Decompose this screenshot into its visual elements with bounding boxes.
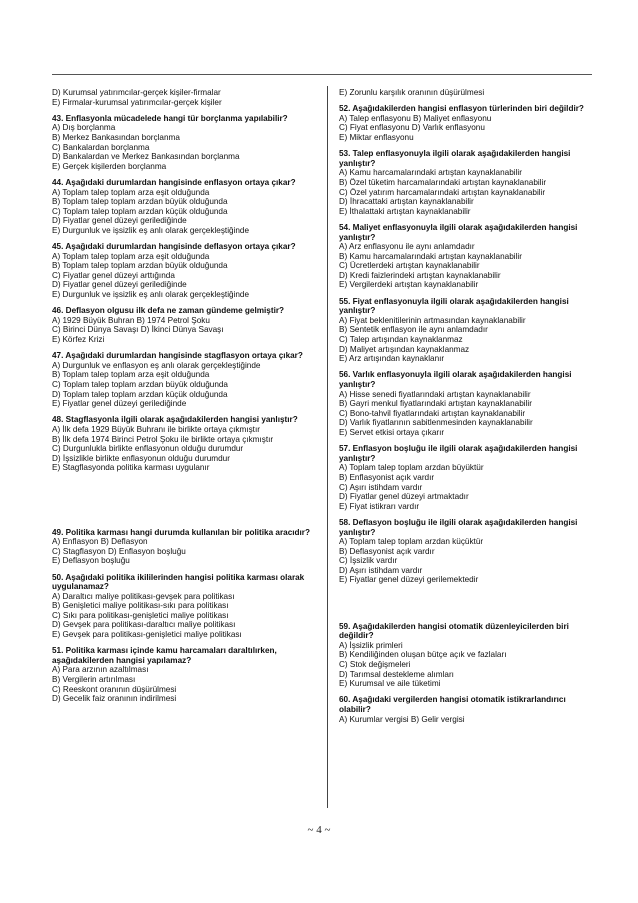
question-title: 54. Maliyet enflasyonuyla ilgili olarak aşağıdakilerden hangisi yanlıştır?: [339, 222, 578, 242]
option: E) Arz artışından kaynaklanır: [339, 354, 445, 364]
right-column: [339, 88, 599, 731]
option: C) Reeskont oranının düşürülmesi: [52, 684, 177, 694]
option: E) Stagflasyonda politika karması uygulanır: [52, 463, 210, 473]
option: D) İhracattaki artıştan kaynaklanabilir: [339, 197, 474, 207]
option: B) Toplam talep toplam arzdan büyük olduğunda: [52, 197, 228, 207]
question-46: [52, 306, 317, 344]
column-divider: [327, 86, 328, 808]
page-number: ~ 4 ~: [307, 824, 331, 836]
question-title: 46. Deflasyon olgusu ilk defa ne zaman gündeme gelmiştir?: [52, 306, 285, 316]
option: E) Gevşek para politikası-genişletici maliye politikası: [52, 630, 242, 640]
option: B) Toplam talep toplam arza eşit olduğunda: [52, 370, 210, 380]
option: D) Aşırı istihdam vardır: [339, 565, 423, 575]
question-54: [339, 223, 599, 290]
question-50: [52, 573, 317, 640]
question-56: [339, 370, 599, 437]
option: C) Toplam talep toplam arzdan büyük olduğunda: [52, 380, 228, 389]
option: D) Fiyatlar genel düzeyi artmaktadır: [339, 492, 469, 502]
question-47: [52, 351, 317, 409]
option: D) Gevşek para politikası-daraltıcı maliye politikası: [52, 620, 236, 630]
option: E) Körfez Krizi: [52, 335, 105, 345]
option: A) İlk defa 1929 Büyük Buhranı ile birlikte ortaya çıkmıştır: [52, 424, 260, 434]
option: B) Toplam talep toplam arzdan büyük olduğunda: [52, 261, 228, 271]
question-43: [52, 114, 317, 172]
option: E) Durgunluk ve işsizlik eş anlı olarak gerçekleştiğinde: [52, 290, 250, 300]
option: E) Kurumsal ve aile tüketimi: [339, 679, 441, 689]
option: C) Birinci Dünya Savaşı D) İkinci Dünya Savaşı: [52, 325, 224, 335]
option: E) Fiyatlar genel düzeyi gerilemektedir: [339, 575, 479, 585]
option: B) Vergilerin artırılması: [52, 675, 136, 685]
option: A) Daraltıcı maliye politikası-gevşek para politikası: [52, 591, 235, 601]
option: A) Talep enflasyonu B) Maliyet enflasyonu: [339, 113, 492, 123]
question-title: 43. Enflasyonla mücadelede hangi tür borçlanma yapılabilir?: [52, 113, 288, 123]
option: D) Fiyatlar genel düzeyi gerilediğinde: [52, 216, 187, 226]
option: E) Zorunlu karşılık oranının düşürülmesi: [339, 88, 485, 97]
question-title: 55. Fiyat enflasyonuyla ilgili olarak aşağıdakilerden hangisi yanlıştır?: [339, 296, 569, 316]
question-title: 56. Varlık enflasyonuyla ilgili olarak aşağıdakilerden hangisi yanlıştır?: [339, 370, 572, 389]
option: E) Fiyatlar genel düzeyi gerilediğinde: [52, 399, 187, 409]
option: B) İlk defa 1974 Birinci Petrol Şoku ile birlikte ortaya çıkmıştır: [52, 434, 274, 444]
option: D) Tarımsal destekleme alımları: [339, 669, 454, 679]
option: D) Kredi faizlerindeki artıştan kaynaklanabilir: [339, 270, 501, 280]
option: E) İthalattaki artıştan kaynaklanabilir: [339, 206, 471, 216]
question-60: [339, 695, 599, 724]
option: D) Varlık fiyatlarının sabitlenmesinden kaynaklanabilir: [339, 418, 533, 428]
option: C) Bono-tahvil fiyatlarındaki artıştan kaynaklanabilir: [339, 408, 526, 418]
option: C) Ücretlerdeki artıştan kaynaklanabilir: [339, 261, 480, 271]
option: C) Stok değişmeleri: [339, 660, 411, 670]
option: D) Kurumsal yatırımcılar-gerçek kişiler-firmalar: [52, 88, 221, 97]
question-title: 48. Stagflasyonla ilgili olarak aşağıdakilerden hangisi yanlıştır?: [52, 415, 298, 425]
option: A) Arz enflasyonu ile aynı anlamdadır: [339, 242, 475, 252]
option: A) Toplam talep toplam arza eşit olduğunda: [52, 187, 210, 197]
option: E) Fiyat istikrarı vardır: [339, 501, 420, 511]
left-column: [52, 88, 317, 710]
question-44: [52, 178, 317, 236]
option: A) Hisse senedi fiyatlarındaki artıştan kaynaklanabilir: [339, 389, 531, 399]
question-45: [52, 242, 317, 300]
question-55: [339, 297, 599, 364]
question-title: 53. Talep enflasyonuyla ilgili olarak aşağıdakilerden hangisi yanlıştır?: [339, 149, 571, 168]
option: C) Fiyatlar genel düzeyi arttığında: [52, 270, 175, 280]
question-title: 44. Aşağıdaki durumlardan hangisinde enflasyon ortaya çıkar?: [52, 177, 296, 187]
question-49: [52, 528, 317, 566]
option: A) Toplam talep toplam arza eşit olduğunda: [52, 251, 210, 261]
carryover-options: [339, 88, 599, 98]
option: C) Toplam talep toplam arzdan küçük olduğunda: [52, 206, 228, 216]
option: A) Para arzının azaltılması: [52, 665, 149, 675]
option: B) Kendiliğinden oluşan bütçe açık ve fazlaları: [339, 650, 507, 660]
option: D) Fiyatlar genel düzeyi gerilediğinde: [52, 280, 187, 290]
option: B) Gayri menkul fiyatlarındaki artıştan kaynaklanabilir: [339, 399, 532, 409]
top-rule: [52, 74, 592, 75]
question-58: [339, 518, 599, 585]
question-59: [339, 622, 599, 689]
question-title: 50. Aşağıdaki politika ikililerinden hangisi politika karması olarak uygulanamaz?: [52, 572, 305, 592]
option: C) Aşırı istihdam vardır: [339, 482, 423, 492]
option: A) Toplam talep toplam arzdan küçüktür: [339, 537, 484, 547]
option: A) Durgunluk ve enflasyon eş anlı olarak gerçekleştiğinde: [52, 360, 261, 370]
option: E) Gerçek kişilerden borçlanma: [52, 161, 167, 171]
option: C) Sıkı para politikası-genişletici maliye politikası: [52, 610, 229, 620]
option: D) İşsizlikle birlikte enflasyonun olduğu durumdur: [52, 453, 230, 463]
option: A) Kurumlar vergisi B) Gelir vergisi: [339, 714, 465, 724]
option: C) Durgunlukla birlikte enflasyonun olduğu durumdur: [52, 444, 244, 454]
option: A) Dış borçlanma: [52, 123, 116, 133]
question-title: 51. Politika karması içinde kamu harcamaları daraltılırken, aşağıdakilerden hangisi yapılamaz?: [52, 646, 277, 665]
option: B) Enflasyonist açık vardır: [339, 472, 435, 482]
option: A) Enflasyon B) Deflasyon: [52, 537, 148, 547]
spacer: [52, 480, 317, 528]
option: A) 1929 Büyük Buhran B) 1974 Petrol Şoku: [52, 315, 210, 325]
question-48: [52, 415, 317, 473]
question-title: 59. Aşağıdakilerden hangisi otomatik düzenleyicilerden biri değildir?: [339, 621, 569, 641]
option: E) Firmalar-kurumsal yatırımcılar-gerçek kişiler: [52, 97, 222, 107]
option: D) Toplam talep toplam arzdan küçük olduğunda: [52, 389, 228, 399]
question-title: 58. Deflasyon boşluğu ile ilgili olarak aşağıdakilerden hangisi yanlıştır?: [339, 517, 578, 537]
question-52: [339, 104, 599, 142]
question-53: [339, 149, 599, 216]
option: C) İşsizlik vardır: [339, 556, 398, 566]
question-title: 47. Aşağıdaki durumlardan hangisinde stagflasyon ortaya çıkar?: [52, 351, 303, 361]
option: B) Merkez Bankasından borçlanma: [52, 132, 180, 142]
option: D) Bankalardan ve Merkez Bankasından borçlanma: [52, 152, 240, 162]
option: E) Durgunluk ve işsizlik eş anlı olarak gerçekleştiğinde: [52, 225, 250, 235]
option: C) Stagflasyon D) Enflasyon boşluğu: [52, 546, 186, 556]
option: E) Deflasyon boşluğu: [52, 556, 130, 566]
option: C) Talep artışından kaynaklanmaz: [339, 335, 463, 345]
option: D) Maliyet artışından kaynaklanmaz: [339, 344, 470, 354]
question-title: 49. Politika karması hangi durumda kullanılan bir politika aracıdır?: [52, 527, 310, 537]
option: C) Fiyat enflasyonu D) Varlık enflasyonu: [339, 123, 485, 133]
option: C) Özel yatırım harcamalarındaki artıştan kaynaklanabilir: [339, 187, 546, 197]
option: E) Miktar enflasyonu: [339, 132, 414, 142]
option: B) Kamu harcamalarındaki artıştan kaynaklanabilir: [339, 251, 522, 261]
question-title: 57. Enflasyon boşluğu ile ilgili olarak aşağıdakilerden hangisi yanlıştır?: [339, 444, 578, 463]
carryover-options: [52, 88, 317, 107]
question-51: [52, 646, 317, 704]
option: A) Toplam talep toplam arzdan büyüktür: [339, 463, 484, 473]
option: B) Genişletici maliye politikası-sıkı para politikası: [52, 601, 229, 611]
option: B) Sentetik enflasyon ile aynı anlamdadır: [339, 325, 488, 335]
question-title: 45. Aşağıdaki durumlardan hangisinde deflasyon ortaya çıkar?: [52, 242, 296, 252]
question-57: [339, 444, 599, 511]
option: E) Servet etkisi ortaya çıkarır: [339, 427, 445, 437]
option: A) Fiyat beklenitilerinin artmasından kaynaklanabilir: [339, 315, 526, 325]
question-title: 52. Aşağıdakilerden hangisi enflasyon türlerinden biri değildir?: [339, 104, 584, 114]
option: C) Bankalardan borçlanma: [52, 142, 150, 152]
option: E) Vergilerdeki artıştan kaynaklanabilir: [339, 280, 479, 290]
option: D) Gecelik faiz oranının indirilmesi: [52, 694, 177, 704]
question-title: 60. Aşağıdaki vergilerden hangisi otomatik istikrarlandırıcı olabilir?: [339, 695, 566, 714]
option: A) İşsizlik primleri: [339, 640, 403, 650]
option: A) Kamu harcamalarındaki artıştan kaynaklanabilir: [339, 168, 522, 178]
spacer: [339, 592, 599, 622]
option: B) Deflasyonist açık vardır: [339, 546, 435, 556]
option: B) Özel tüketim harcamalarındaki artıştan kaynaklanabilir: [339, 177, 547, 187]
